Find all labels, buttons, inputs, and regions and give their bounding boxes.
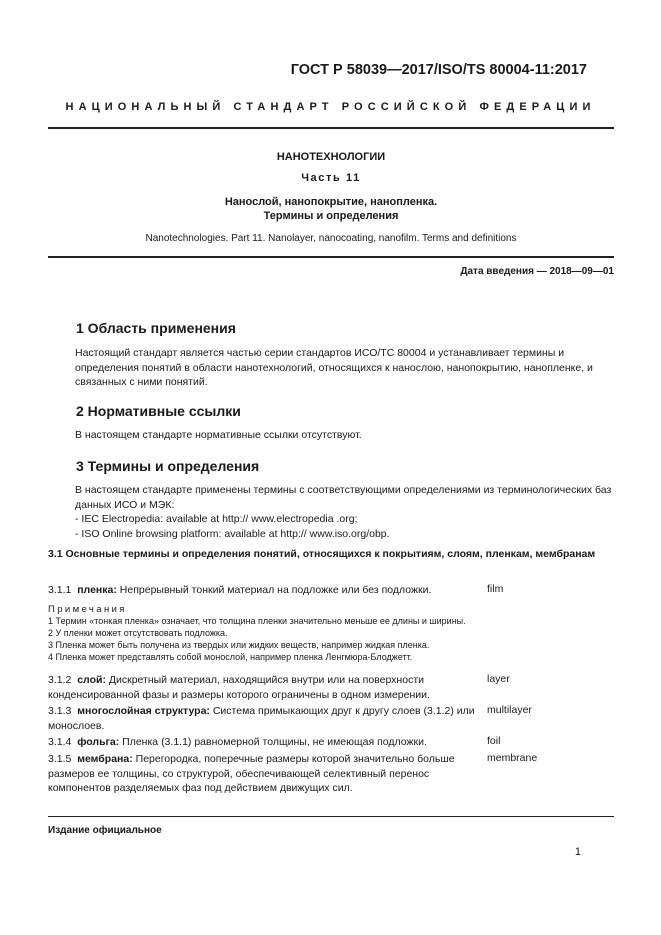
document-subtitle: Нанослой, нанопокрытие, нанопленка. Термины и определения bbox=[224, 196, 438, 222]
note-1: 1 Термин «тонкая пленка» означает, что толщина пленки значительно меньше ее длины и ширины. bbox=[48, 616, 466, 626]
term-layer-english: layer bbox=[487, 673, 510, 685]
section-2-text: В настоящем стандарте нормативные ссылки отсутствуют. bbox=[75, 429, 362, 441]
term-multilayer-english: multilayer bbox=[487, 704, 532, 716]
term-foil: 3.1.4 фольга: Пленка (3.1.1) равномерной толщины, не имеющая подложки. bbox=[48, 736, 427, 748]
section-1-text: Настоящий стандарт является частью серии стандартов ИСО/ТС 80004 и устанавливает термины и определения понятий в области нанотехнологий, относящихся к нанослою, нанопокрытию, нанопленке, и связанных с ними понятий. bbox=[75, 347, 593, 388]
term-multilayer: 3.1.3 многослойная структура: Система примыкающих друг к другу слоев (3.1.2) или монослоев. bbox=[48, 705, 475, 732]
term-layer: 3.1.2 слой: Дискретный материал, находящийся внутри или на поверхности конденсированной фазы и размеры которого ограничены в одном измерении. bbox=[48, 674, 430, 701]
bullet-electropedia: - IEC Electropedia: available at http:// www.electropedia .org; bbox=[75, 513, 358, 525]
note-4: 4 Пленка может представлять собой монослой, например пленка Ленгмюра-Блоджетт. bbox=[48, 652, 413, 662]
section-1-heading: 1 Область применения bbox=[76, 320, 236, 336]
note-2: 2 У пленки может отсутствовать подложка. bbox=[48, 628, 228, 638]
page-number: 1 bbox=[574, 846, 581, 858]
header-rule bbox=[48, 127, 614, 129]
section-2-heading: 2 Нормативные ссылки bbox=[76, 403, 241, 419]
national-standard-banner: НАЦИОНАЛЬНЫЙ СТАНДАРТ РОССИЙСКОЙ ФЕДЕРАЦИИ bbox=[65, 101, 596, 113]
term-film-english: film bbox=[487, 583, 504, 595]
title-rule bbox=[48, 256, 614, 258]
term-foil-english: foil bbox=[487, 735, 501, 747]
note-3: 3 Пленка может быть получена из твердых или жидких веществ, например жидкая пленка. bbox=[48, 640, 430, 650]
effective-date: Дата введения — 2018—09—01 bbox=[460, 266, 614, 277]
document-title: НАНОТЕХНОЛОГИИ bbox=[276, 151, 386, 163]
standard-code: ГОСТ Р 58039—2017/ISO/TS 80004-11:2017 bbox=[290, 62, 587, 78]
term-film: 3.1.1 пленка: Непрерывный тонкий материал на подложке или без подложки. bbox=[48, 584, 432, 596]
section-3-heading: 3 Термины и определения bbox=[76, 458, 260, 474]
official-edition-label: Издание официальное bbox=[48, 825, 162, 836]
section-3-intro: В настоящем стандарте применены термины с соответствующими определениями из терминологических баз данных ИСО и МЭК: - IEC Electropedia: available at http:// www.electropedia .org; - ISO Online browsing platform: available at http:// www.iso.org/obp. bbox=[48, 483, 614, 541]
bullet-iso-obp: - ISO Online browsing platform: available at http:// www.iso.org/obp. bbox=[75, 527, 390, 540]
subsection-3-1-heading: 3.1 Основные термины и определения понятий, относящихся к покрытиям, слоям, пленкам, мембранам bbox=[48, 548, 596, 560]
term-membrane: 3.1.5 мембрана: Перегородка, поперечные размеры которой значительно больше размеров ее толщины, со структурой, обеспечивающей селективный перенос компонентов разделяемых фаз под действием движущих сил. bbox=[48, 753, 455, 794]
english-title: Nanotechnologies. Part 11. Nanolayer, nanocoating, nanofilm. Terms and definitions bbox=[145, 233, 517, 244]
notes-title: Примечания bbox=[48, 604, 127, 615]
footer-rule bbox=[48, 816, 614, 817]
part-label: Часть 11 bbox=[301, 172, 361, 184]
term-membrane-english: membrane bbox=[487, 752, 538, 764]
